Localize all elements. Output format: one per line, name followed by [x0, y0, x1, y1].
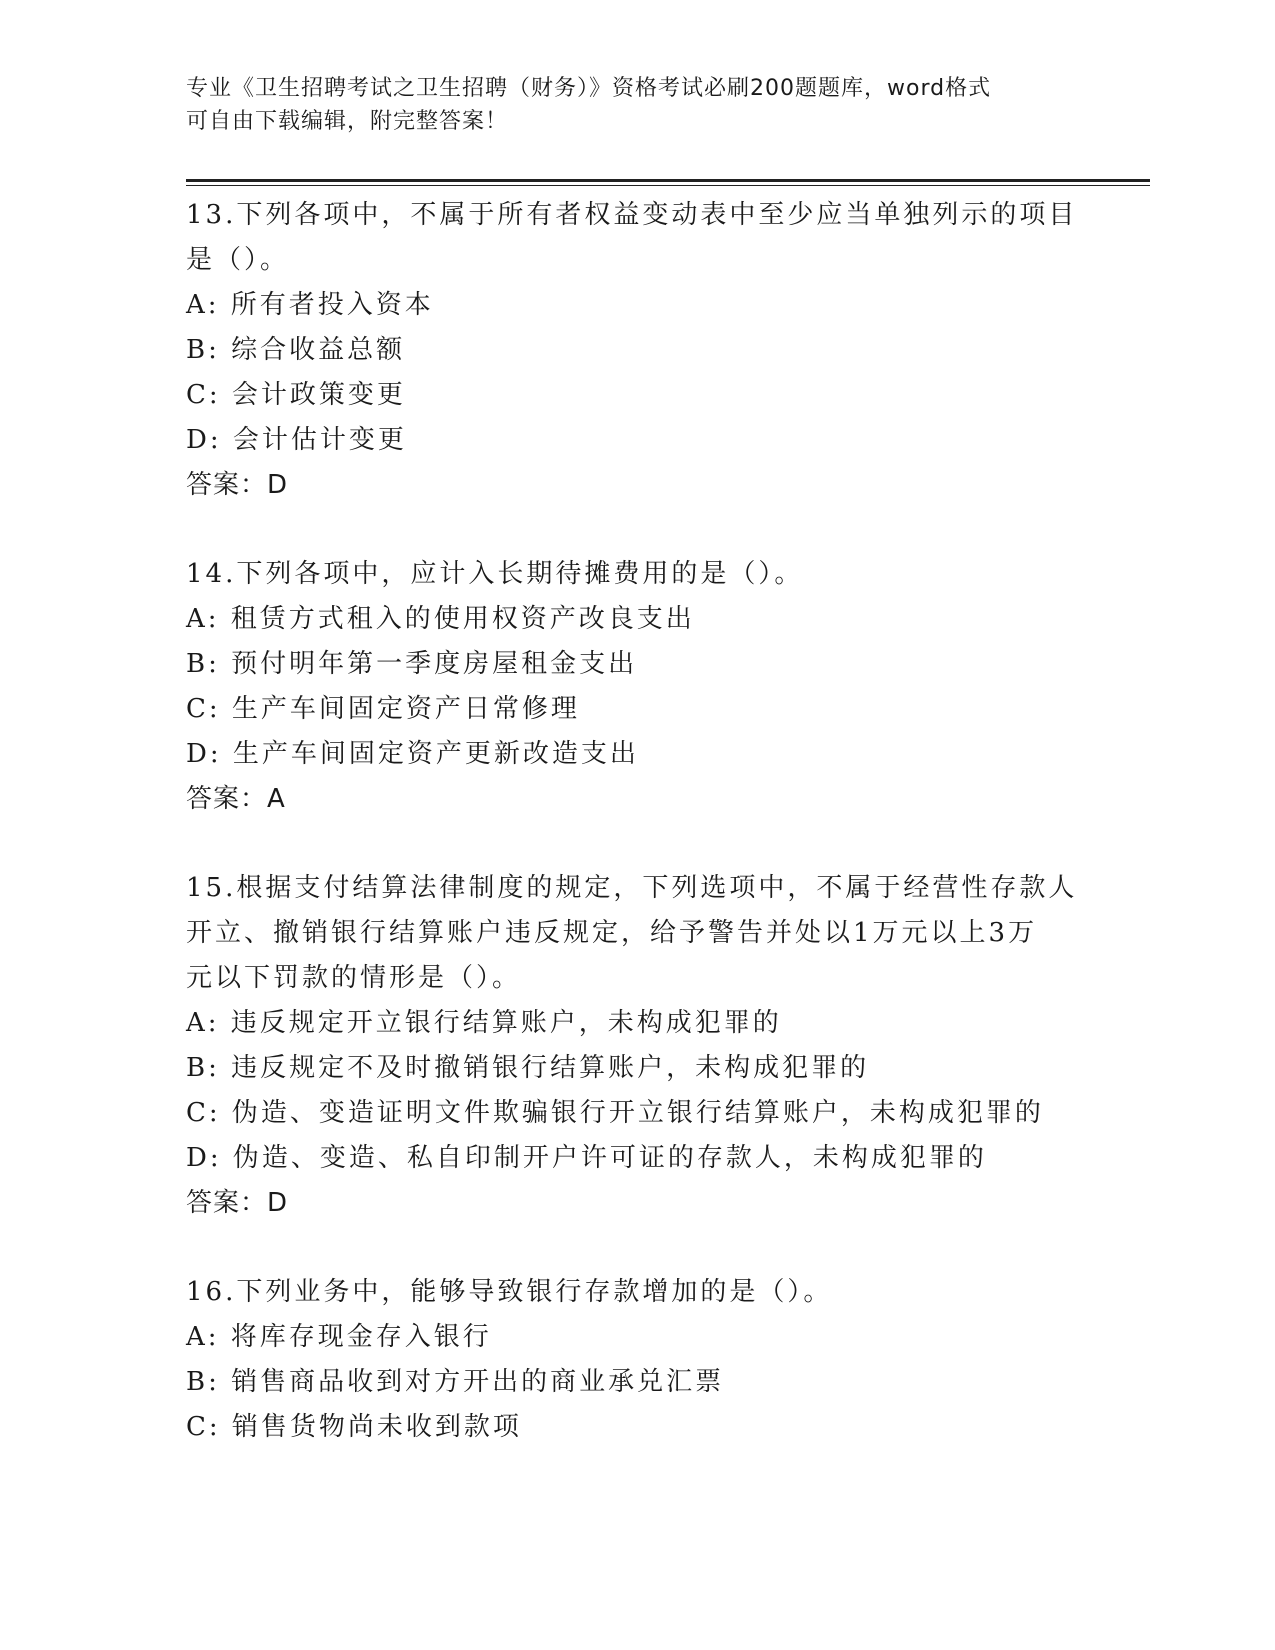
option-c: C: 生产车间固定资产日常修理	[186, 694, 580, 724]
question-stem: 是（）。	[186, 245, 290, 275]
question-list	[186, 193, 1146, 1494]
header-divider-thick	[186, 179, 1150, 182]
answer: 答案：D	[186, 1188, 289, 1218]
question-stem: 14.下列各项中，应计入长期待摊费用的是（）。	[186, 559, 804, 589]
answer: 答案：A	[186, 784, 286, 814]
option-a: A: 违反规定开立银行结算账户，未构成犯罪的	[186, 1008, 782, 1038]
option-d: D: 伪造、变造、私自印制开户许可证的存款人，未构成犯罪的	[186, 1143, 987, 1173]
option-a: A: 将库存现金存入银行	[186, 1322, 492, 1352]
option-d: D: 生产车间固定资产更新改造支出	[186, 739, 639, 769]
question-stem: 15.根据支付结算法律制度的规定，下列选项中，不属于经营性存款人	[186, 873, 1078, 903]
option-b: B: 违反规定不及时撤销银行结算账户，未构成犯罪的	[186, 1053, 870, 1083]
answer: 答案：D	[186, 470, 289, 500]
header-line-2: 可自由下载编辑，附完整答案！	[186, 109, 509, 134]
option-c: C: 销售货物尚未收到款项	[186, 1412, 522, 1442]
question-13	[186, 193, 1146, 508]
question-16	[186, 1270, 1146, 1450]
document-header	[186, 72, 1086, 138]
question-stem: 16.下列业务中，能够导致银行存款增加的是（）。	[186, 1277, 833, 1307]
option-c: C: 伪造、变造证明文件欺骗银行开立银行结算账户，未构成犯罪的	[186, 1098, 1044, 1128]
option-a: A: 所有者投入资本	[186, 290, 434, 320]
option-a: A: 租赁方式租入的使用权资产改良支出	[186, 604, 695, 634]
header-line-1: 专业《卫生招聘考试之卫生招聘（财务）》资格考试必刷200题题库，word格式	[186, 76, 992, 101]
question-stem: 元以下罚款的情形是（）。	[186, 963, 522, 993]
header-divider-thin	[186, 185, 1150, 186]
option-c: C: 会计政策变更	[186, 380, 406, 410]
option-d: D: 会计估计变更	[186, 425, 407, 455]
question-stem: 开立、撤销银行结算账户违反规定，给予警告并处以1万元以上3万	[186, 918, 1038, 948]
option-b: B: 综合收益总额	[186, 335, 406, 365]
option-b: B: 销售商品收到对方开出的商业承兑汇票	[186, 1367, 725, 1397]
question-14	[186, 552, 1146, 822]
question-15	[186, 866, 1146, 1226]
question-stem: 13.下列各项中，不属于所有者权益变动表中至少应当单独列示的项目	[186, 200, 1078, 230]
option-b: B: 预付明年第一季度房屋租金支出	[186, 649, 638, 679]
